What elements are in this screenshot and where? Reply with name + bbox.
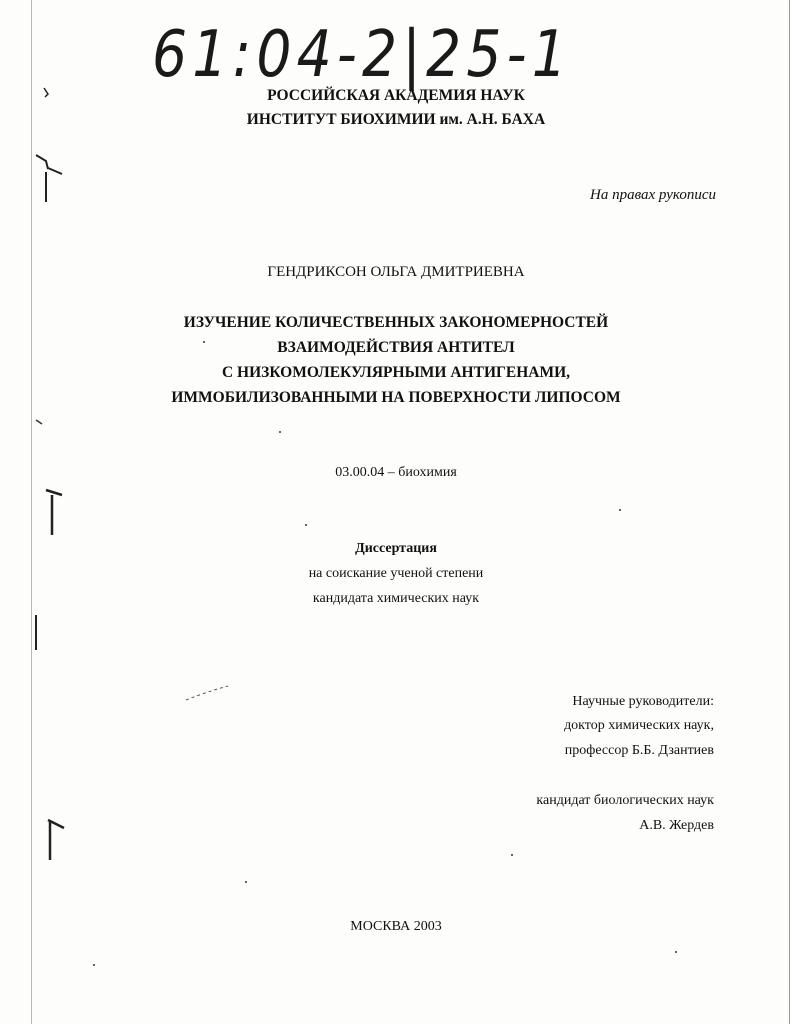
author-name: ГЕНДРИКСОН ОЛЬГА ДМИТРИЕВНА [267, 264, 525, 280]
title-line: ВЗАИМОДЕЙСТВИЯ АНТИТЕЛ [277, 339, 515, 356]
specialty-code: 03.00.04 – биохимия [335, 465, 457, 480]
supervisors-heading: Научные руководители: [572, 694, 714, 709]
academy-name: РОССИЙСКАЯ АКАДЕМИЯ НАУК [267, 87, 525, 104]
degree-line: кандидата химических наук [312, 591, 480, 606]
supervisor-rank: кандидат биологических наук [536, 793, 714, 808]
degree-type: Диссертация [355, 541, 437, 556]
title-line: ИММОБИЛИЗОВАННЫМИ НА ПОВЕРХНОСТИ ЛИПОСОМ [171, 389, 621, 406]
title-line: ИЗУЧЕНИЕ КОЛИЧЕСТВЕННЫХ ЗАКОНОМЕРНОСТЕЙ [183, 314, 609, 331]
supervisor-name: профессор Б.Б. Дзантиев [564, 743, 714, 758]
institute-name: ИНСТИТУТ БИОХИМИИ им. А.Н. БАХА [246, 111, 546, 128]
title-line: С НИЗКОМОЛЕКУЛЯРНЫМИ АНТИГЕНАМИ, [221, 364, 571, 381]
supervisor-name: А.В. Жердев [639, 818, 714, 833]
city-year: МОСКВА 2003 [350, 919, 442, 934]
manuscript-note: На правах рукописи [590, 187, 716, 203]
handwritten-code-text: 61:04-2|25-1 [152, 18, 572, 92]
degree-line: на соискание ученой степени [308, 566, 484, 581]
right-page-edge [789, 0, 790, 1024]
handwritten-catalogue-number [148, 4, 588, 100]
supervisor-rank: доктор химических наук, [564, 718, 714, 733]
binding-edge-line [31, 0, 32, 1024]
